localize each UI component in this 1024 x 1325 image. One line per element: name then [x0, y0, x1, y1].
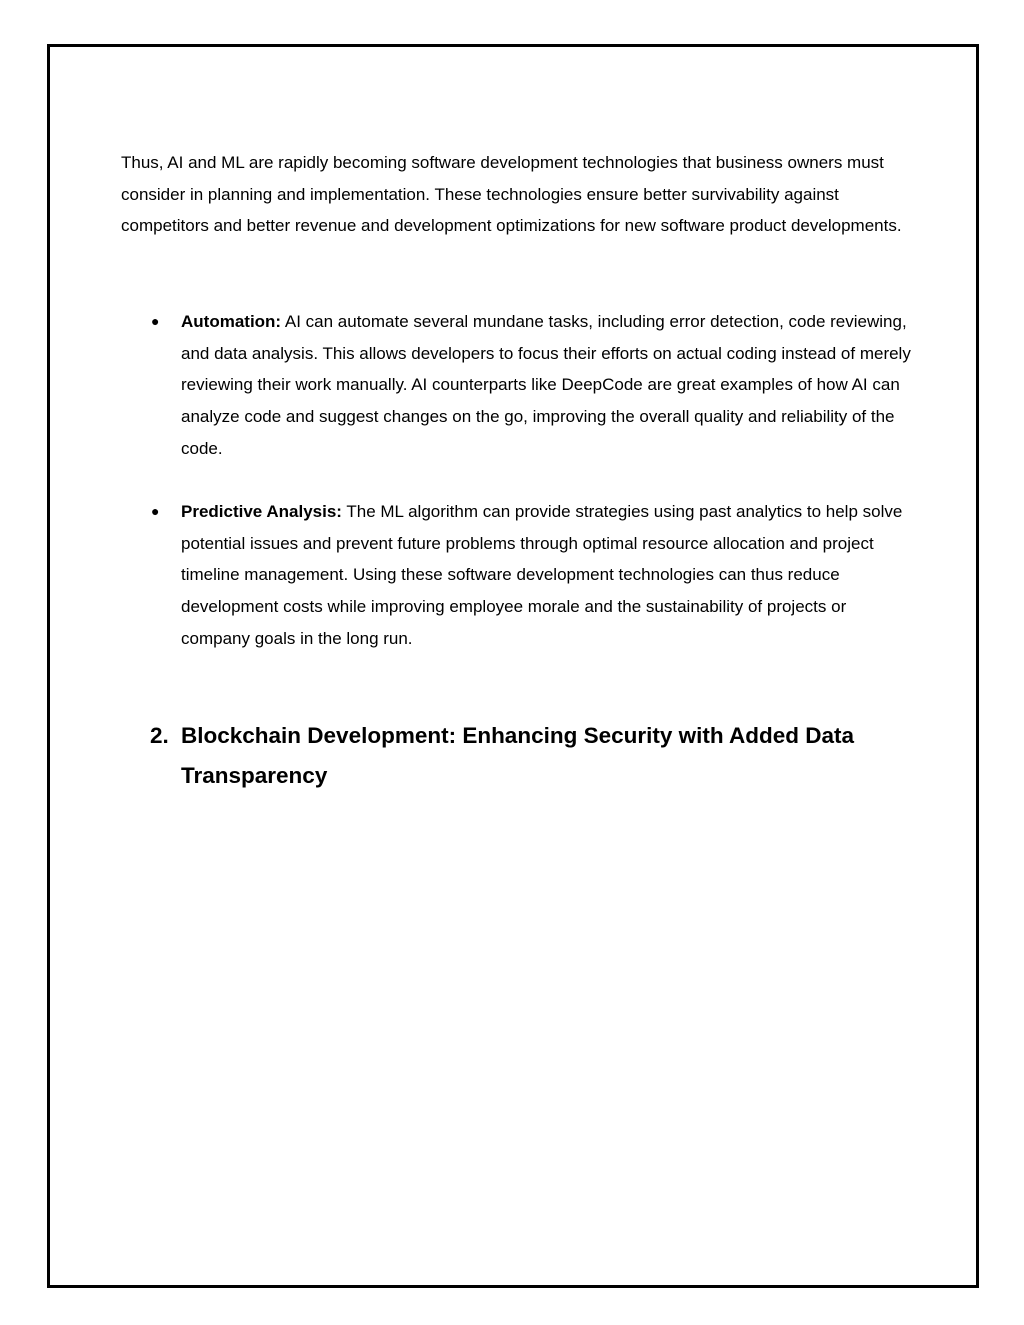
section-number: 2. — [150, 723, 169, 748]
intro-paragraph: Thus, AI and ML are rapidly becoming software development technologies that business owners must consider in planning and implementation. These technologies ensure better survivability against competitors and better revenue and development optimizations for new software product developments. — [121, 153, 902, 236]
bullet-term: Automation: — [181, 312, 282, 331]
bullet-term: Predictive Analysis: — [181, 502, 342, 521]
bullet-body: The ML algorithm can provide strategies using past analytics to help solve potential issues and prevent future problems through optimal resource allocation and project timeline management. Using these software development technologies can thus reduce development costs while improving employee morale and the sustainability of projects or company goals in the long run. — [181, 502, 903, 648]
bullet-body: AI can automate several mundane tasks, including error detection, code reviewing, and data analysis. This allows developers to focus their efforts on actual coding instead of merely reviewing their work manually. AI counterparts like DeepCode are great examples of how AI can analyze code and suggest changes on the go, improving the overall quality and reliability of the code. — [181, 312, 911, 458]
section-title: Blockchain Development: Enhancing Security with Added Data Transparency — [181, 723, 855, 788]
bullet-text — [181, 306, 911, 465]
bullet-text — [181, 496, 911, 655]
bullet-marker: ● — [151, 313, 160, 329]
bullet-marker: ● — [151, 503, 160, 519]
